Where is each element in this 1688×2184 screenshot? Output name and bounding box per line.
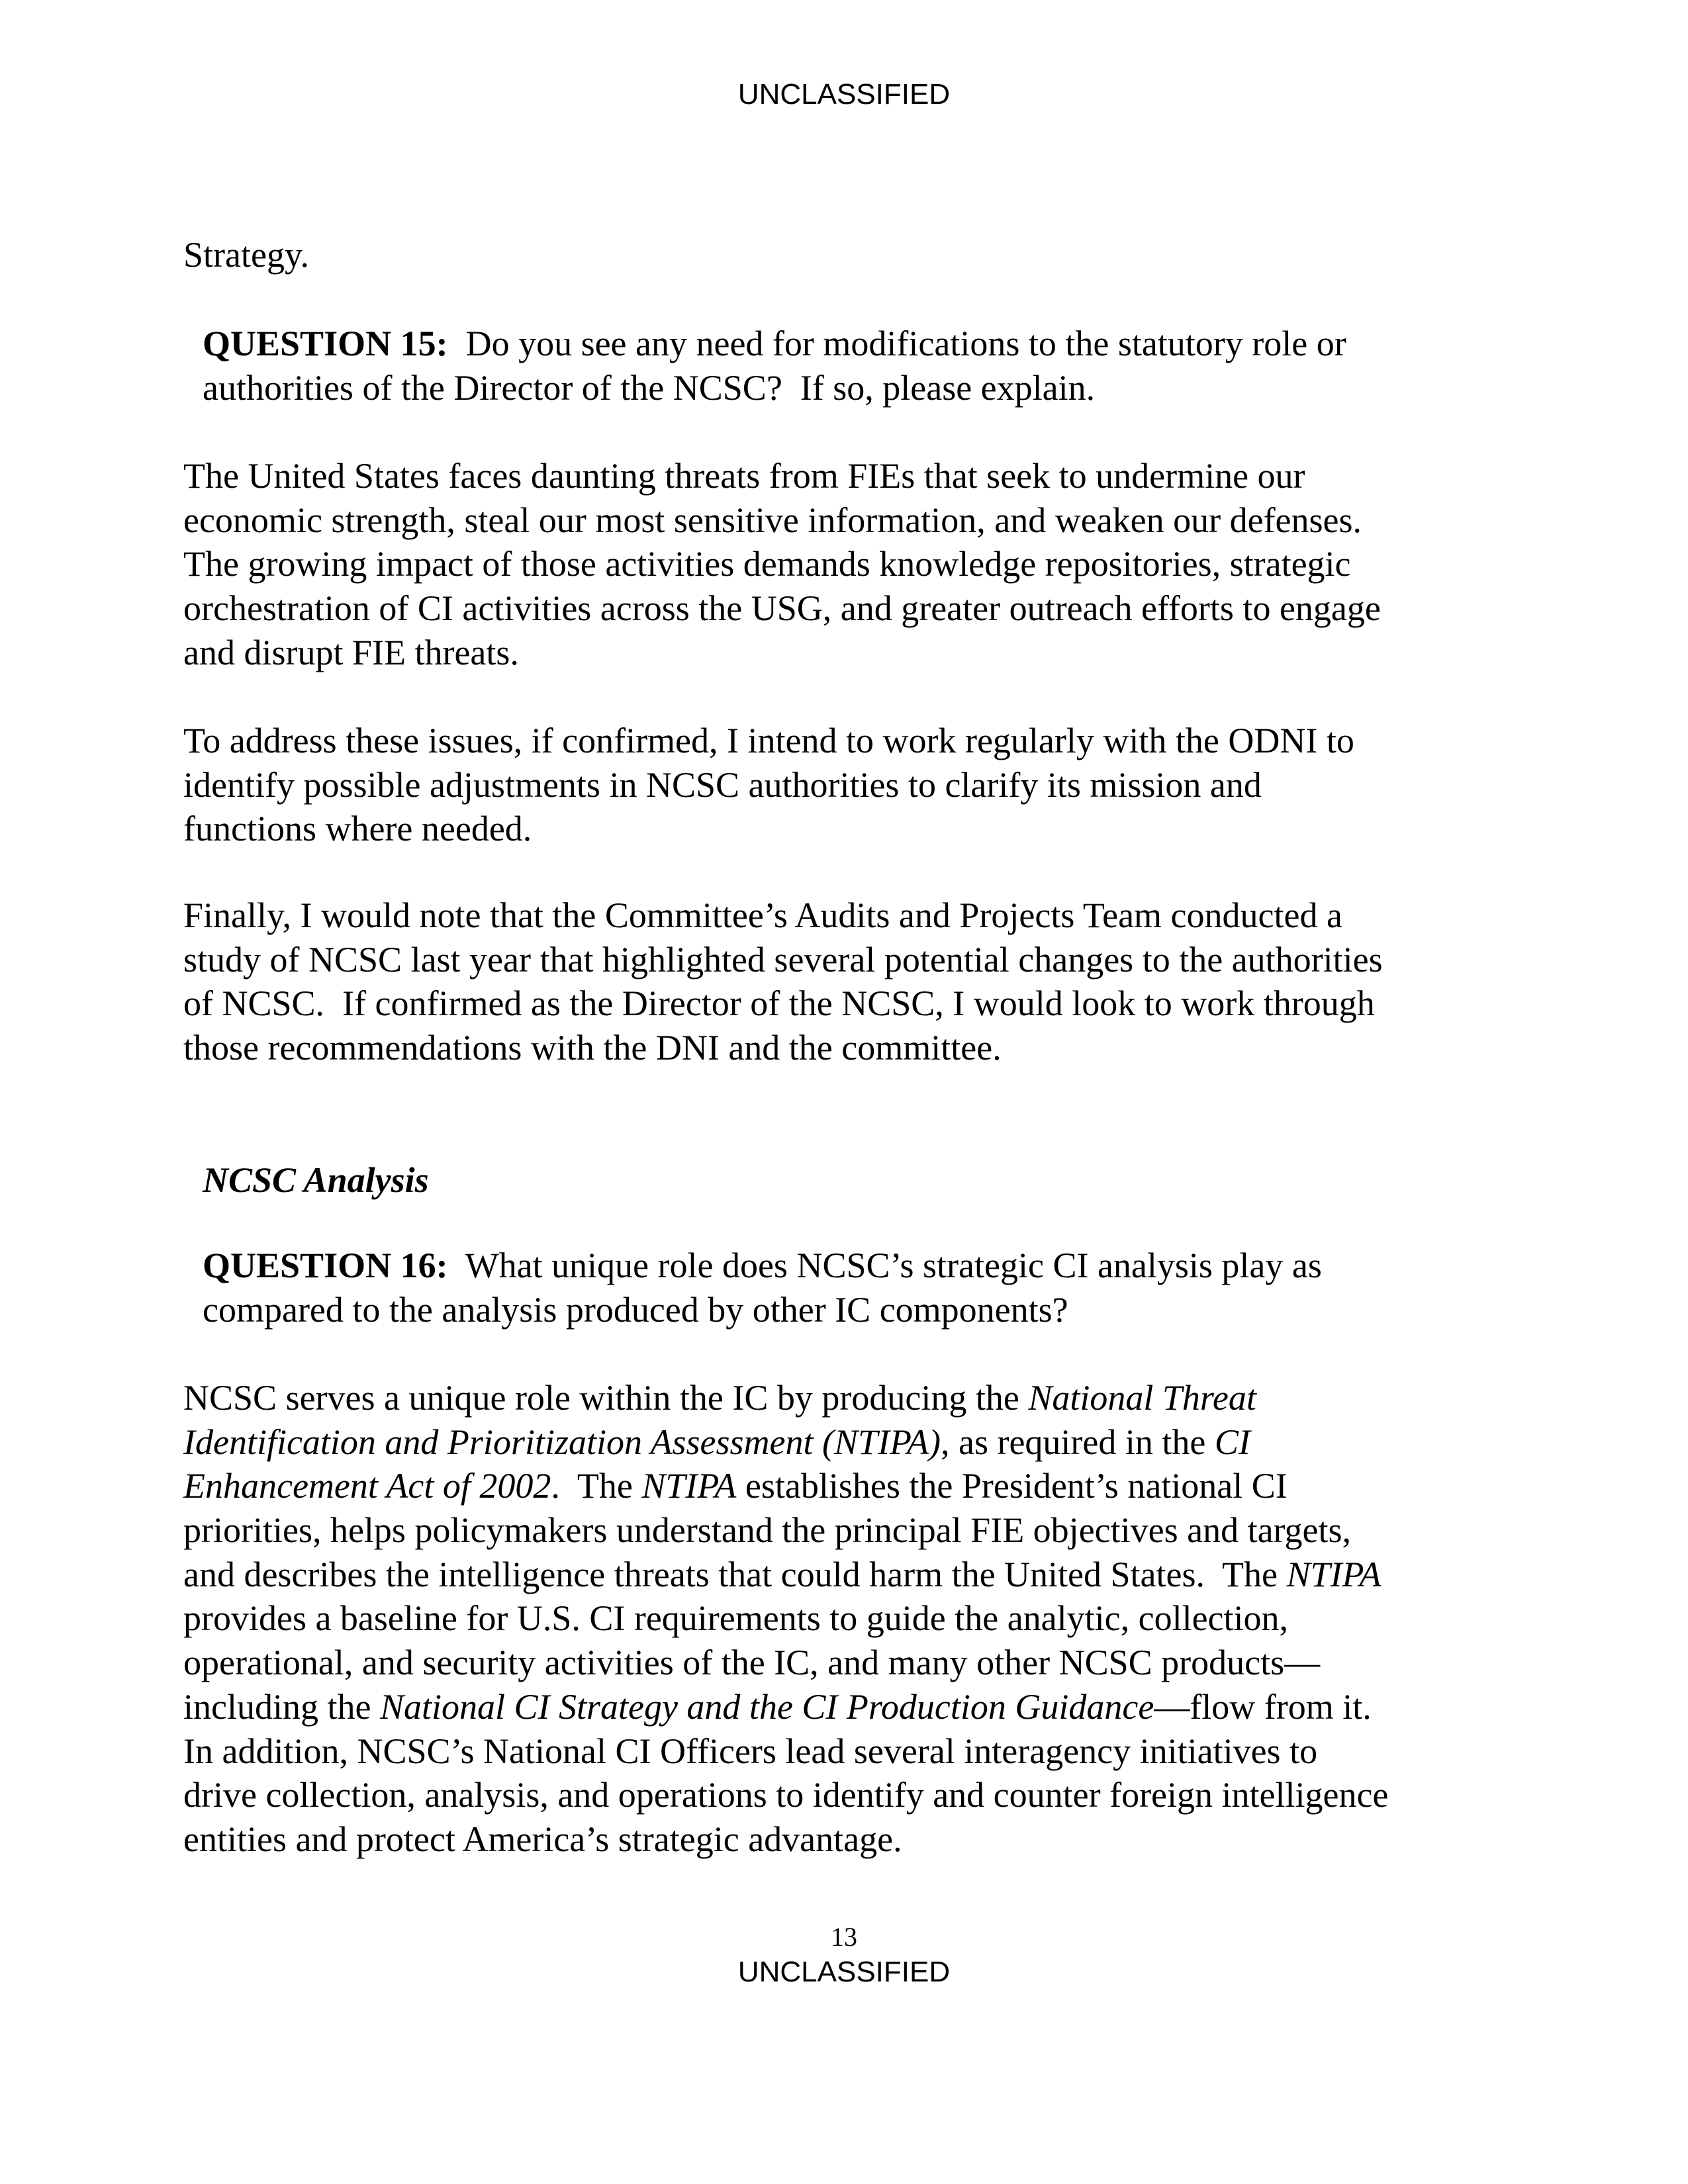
text-line [183, 763, 1354, 807]
text-line [183, 233, 309, 277]
text-run: economic strength, steal our most sensitive information, and weaken our defenses. [183, 500, 1362, 540]
text-run: NCSC Analysis [203, 1160, 429, 1200]
text-line [183, 1596, 1388, 1641]
text-run: QUESTION 15: [203, 324, 448, 363]
text-run: authorities of the Director of the NCSC? If so, please explain. [203, 367, 1096, 408]
text-line [183, 1729, 1388, 1774]
answer-16-paragraph [183, 1376, 1388, 1862]
text-line [183, 719, 1354, 763]
text-line [183, 1026, 1383, 1070]
text-run: establishes the President’s national CI [736, 1466, 1288, 1506]
text-line [183, 1376, 1388, 1420]
text-run: Identification and Prioritization Assessment (NTIPA) [183, 1422, 941, 1462]
text-run: provides a baseline for U.S. CI requirements to guide the analytic, collection, [183, 1598, 1289, 1639]
text-line [183, 1553, 1388, 1597]
text-line [183, 1508, 1388, 1553]
text-line [183, 631, 1381, 675]
text-line [203, 1244, 1322, 1288]
text-line [183, 1685, 1388, 1729]
text-run: CI [1214, 1422, 1250, 1462]
text-line [183, 1464, 1388, 1508]
text-run: Enhancement Act of 2002 [183, 1466, 551, 1506]
answer-15-paragraph-1 [183, 454, 1381, 674]
question-16 [203, 1244, 1322, 1332]
text-line [183, 807, 1354, 851]
text-line [183, 542, 1381, 586]
text-run: Strategy. [183, 235, 309, 275]
text-run: drive collection, analysis, and operations to identify and counter foreign intelligence [183, 1775, 1389, 1815]
text-run: QUESTION 16: [203, 1246, 448, 1285]
text-run: and disrupt FIE threats. [183, 632, 519, 672]
text-run: operational, and security activities of the IC, and many other NCSC products— [183, 1643, 1321, 1683]
text-line [203, 1158, 429, 1203]
text-line [183, 586, 1381, 631]
text-line [183, 1817, 1388, 1862]
text-run: , as required in the [941, 1422, 1215, 1462]
text-run: NTIPA [641, 1466, 737, 1506]
text-run: of NCSC. If confirmed as the Director of the NCSC, I would look to work through [183, 983, 1375, 1024]
section-heading [203, 1158, 429, 1203]
text-run: In addition, NCSC’s National CI Officers lead several interagency initiatives to [183, 1731, 1318, 1771]
text-run: those recommendations with the DNI and the committee. [183, 1028, 1002, 1068]
answer-15-paragraph-2 [183, 719, 1354, 851]
text-line [183, 938, 1383, 982]
text-run: functions where needed. [183, 809, 532, 849]
text-run: Do you see any need for modifications to the statutory role or [447, 324, 1346, 363]
text-run: Finally, I would note that the Committee’s Audits and Projects Team conducted a [183, 895, 1342, 935]
text-line [183, 1420, 1388, 1465]
text-run: including the [183, 1686, 380, 1727]
text-line [183, 1641, 1388, 1685]
text-run: What unique role does NCSC’s strategic CI analysis play as [447, 1246, 1322, 1285]
text-run: The United States faces daunting threats from FIEs that seek to undermine our [183, 456, 1305, 496]
text-line [183, 1773, 1388, 1817]
text-run: orchestration of CI activities across the USG, and greater outreach efforts to engage [183, 588, 1381, 629]
text-run: entities and protect America’s strategic advantage. [183, 1819, 902, 1859]
text-line [203, 1288, 1322, 1332]
text-line [183, 893, 1383, 938]
text-run: National Threat [1028, 1378, 1256, 1418]
text-run: —flow from it. [1154, 1686, 1372, 1727]
classification-footer: UNCLASSIFIED [737, 1956, 951, 1988]
text-line [183, 981, 1383, 1026]
text-line [203, 322, 1346, 366]
text-run: National CI Strategy and the CI Production Guidance [379, 1686, 1154, 1727]
text-line [203, 366, 1346, 410]
answer-15-paragraph-3 [183, 893, 1383, 1070]
question-15 [203, 322, 1346, 410]
text-run: priorities, helps policymakers understand the principal FIE objectives and targets, [183, 1510, 1352, 1551]
text-run: and describes the intelligence threats that could harm the United States. The [183, 1554, 1287, 1594]
classification-header: UNCLASSIFIED [737, 78, 951, 111]
paragraph-strategy-end [183, 233, 309, 277]
text-run: NTIPA [1286, 1554, 1382, 1594]
text-run: compared to the analysis produced by other IC components? [203, 1289, 1068, 1330]
text-line [183, 498, 1381, 543]
text-run: The growing impact of those activities demands knowledge repositories, strategic [183, 544, 1351, 584]
text-line [183, 454, 1381, 498]
page-number: 13 [831, 1922, 857, 1952]
text-run: NCSC serves a unique role within the IC by producing the [183, 1378, 1029, 1418]
text-run: study of NCSC last year that highlighted several potential changes to the authorities [183, 939, 1383, 979]
text-run: . The [551, 1466, 642, 1506]
text-run: To address these issues, if confirmed, I intend to work regularly with the ODNI to [183, 721, 1354, 760]
text-run: identify possible adjustments in NCSC authorities to clarify its mission and [183, 764, 1262, 805]
